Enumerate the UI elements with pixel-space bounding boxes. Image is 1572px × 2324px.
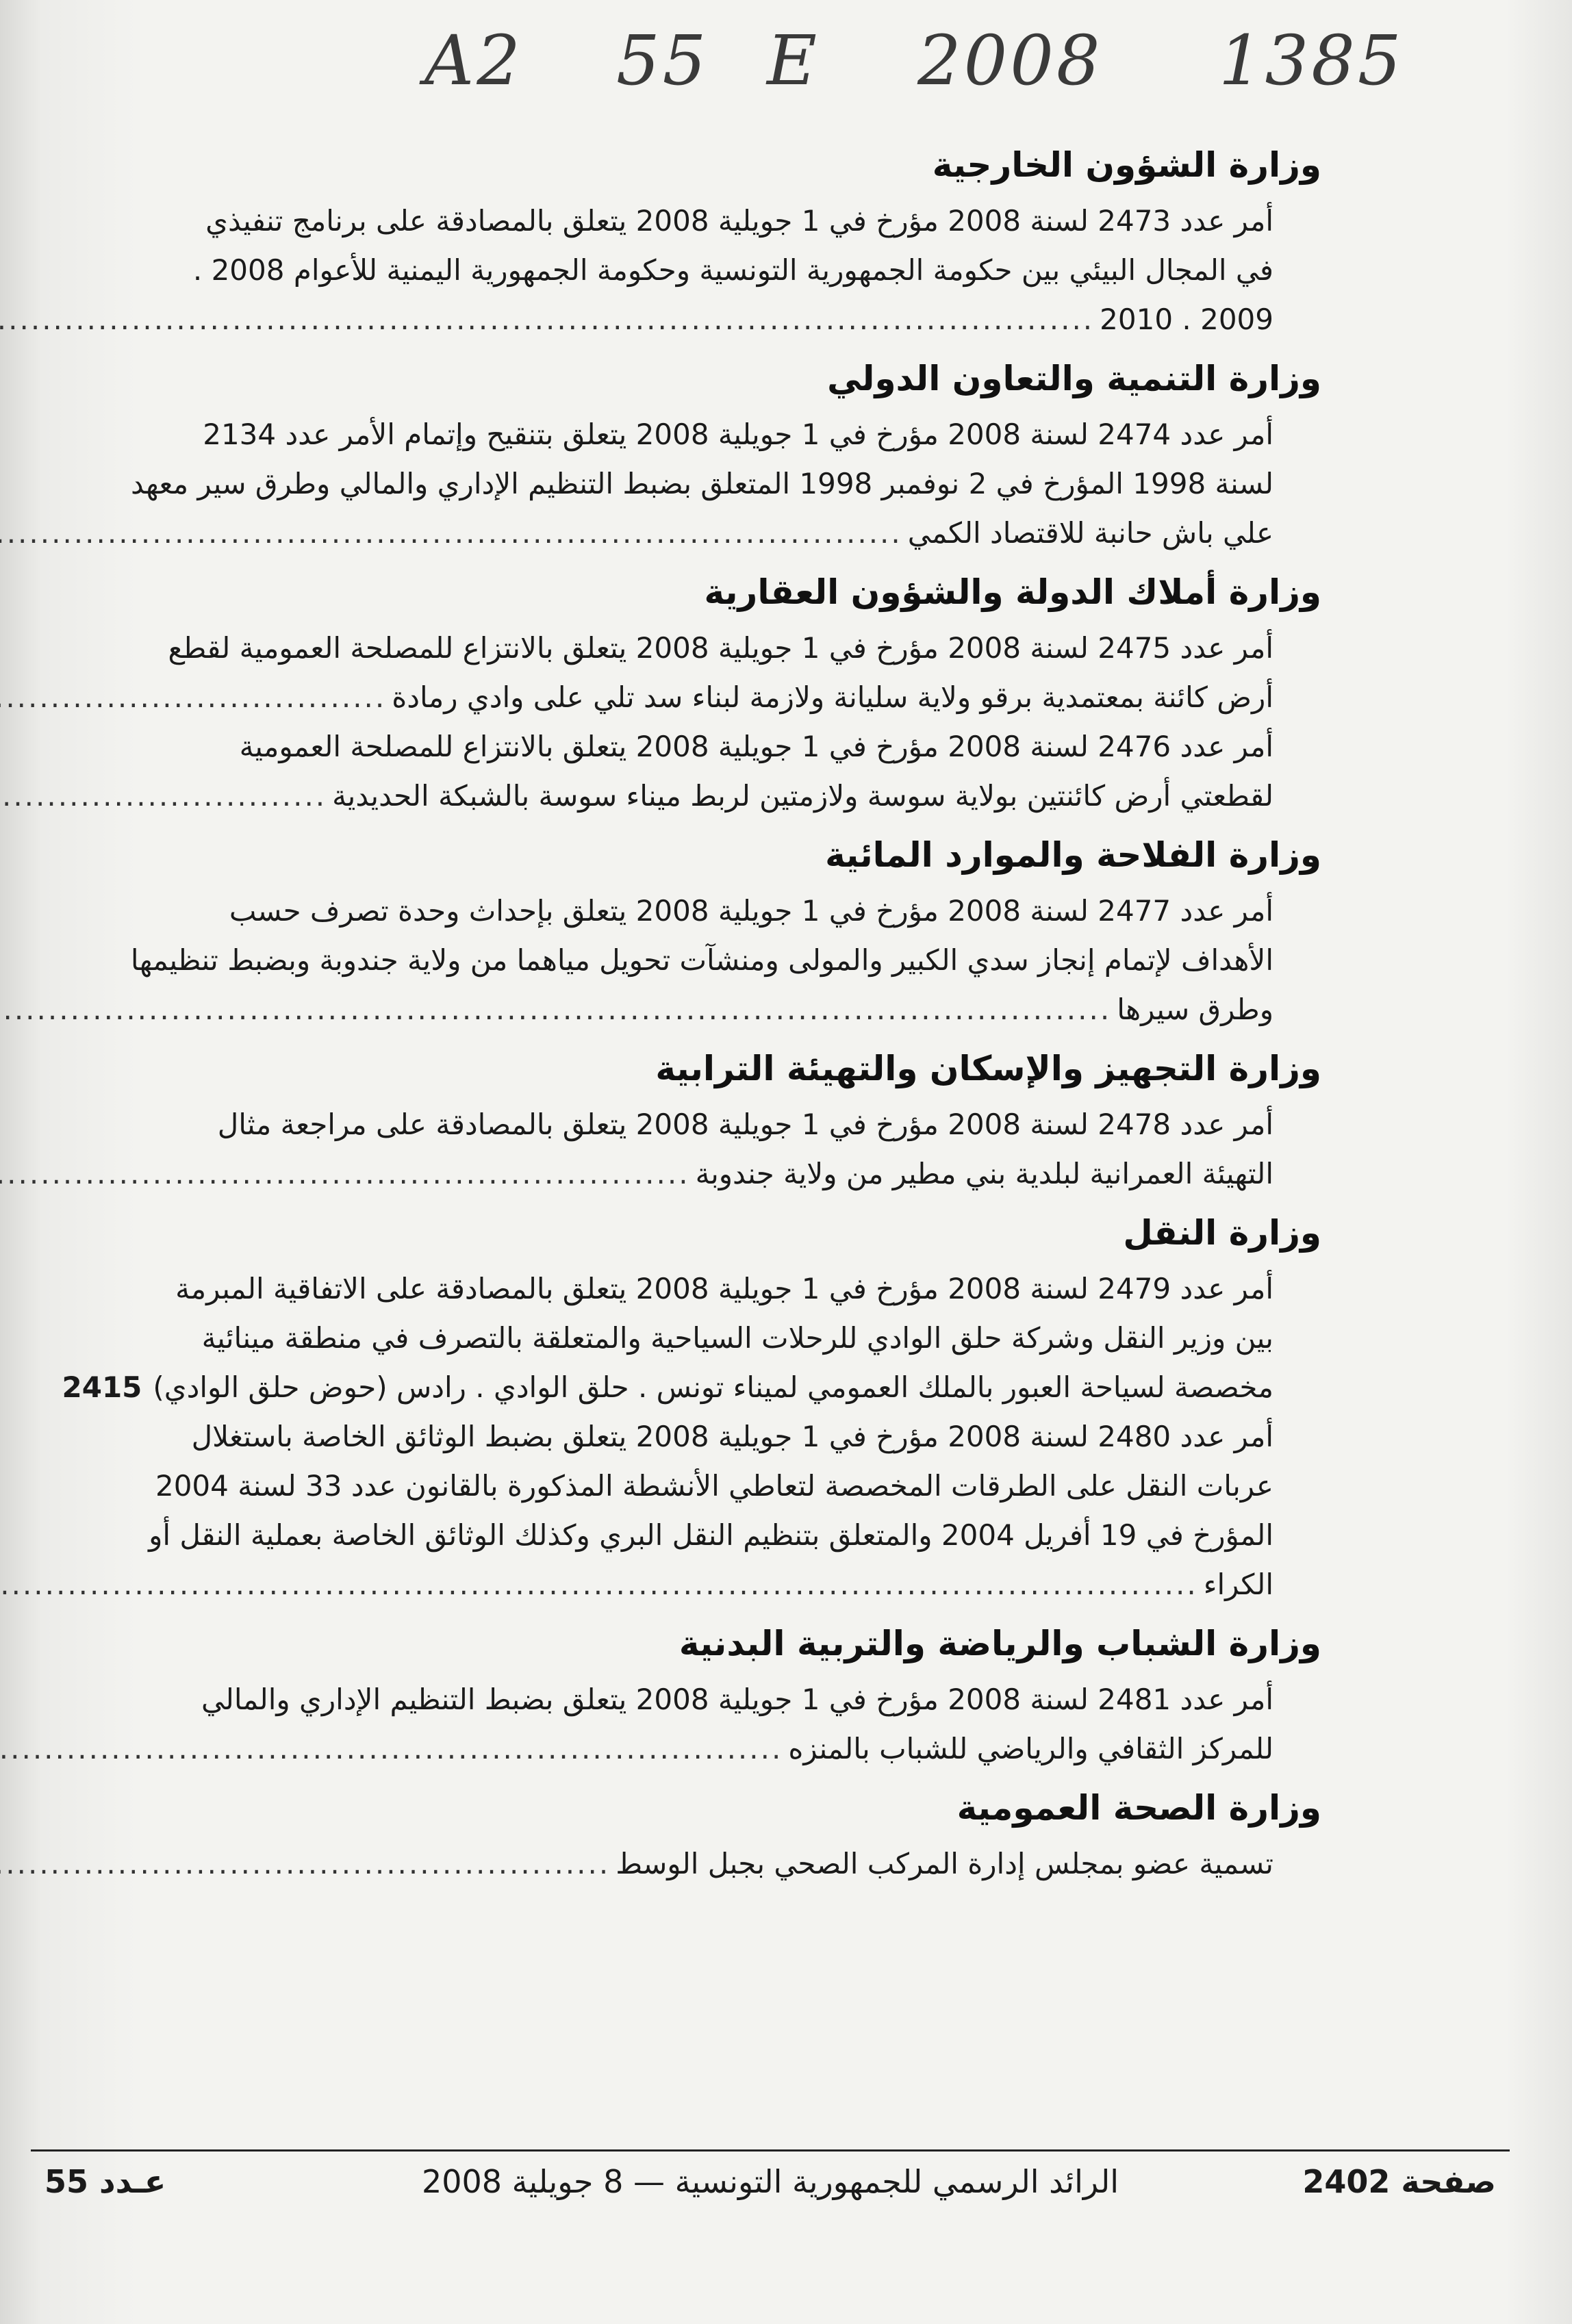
decree-text-line: لقطعتي أرض كائنتين بولاية سوسة ولازمتين لربط ميناء سوسة بالشبكة الحديدية [332,779,1273,813]
ministry-heading: وزارة الشباب والرياضة والتربية البدنية [679,1624,1321,1663]
decree-text-line: مخصصة لسياحة العبور بالملك العمومي لميناء تونس . حلق الوادي . رادس (حوض حلق الوادي) [153,1370,1273,1404]
decree-entry [171,1839,1321,1889]
ministry-heading: وزارة التنمية والتعاون الدولي [827,359,1321,398]
decree-last-line [171,985,1273,1034]
decree-text-line: الكراء [1203,1568,1273,1601]
decree-text-line: أمر عدد 2477 لسنة 2008 مؤرخ في 1 جويلية 2008 يتعلق بإحداث وحدة تصرف حسب [229,894,1273,928]
page-reference: 2415 [62,1370,142,1404]
ministry-heading: وزارة الفلاحة والموارد المائية [825,835,1321,875]
dot-leader [0,673,386,722]
decree-last-line [171,295,1273,344]
decree-entry [168,624,1321,722]
decree-text-line: أمر عدد 2479 لسنة 2008 مؤرخ في 1 جويلية 2008 يتعلق بالمصادقة على الاتفاقية المبرمة [175,1272,1273,1305]
decree-text-line: أمر عدد 2476 لسنة 2008 مؤرخ في 1 جويلية 2008 يتعلق بالانتزاع للمصلحة العمومية [239,730,1273,763]
decree-entry [171,1675,1321,1774]
table-of-contents [62,133,1321,1891]
decree-text-line: التهيئة العمرانية لبلدية بني مطير من ولاية جندوبة [695,1157,1273,1190]
decree-last-line [171,1724,1273,1774]
decree-text-line: بين وزير النقل وشركة حلق الوادي للرحلات السياحية والمتعلقة بالتصرف في منطقة مينائية [201,1321,1273,1355]
decree-entry [62,1264,1321,1412]
dot-leader [0,295,1094,344]
decree-entry [130,886,1321,1034]
decree-text-line: عربات النقل على الطرقات المخصصة لتعاطي الأنشطة المذكورة بالقانون عدد 33 لسنة 2004 [155,1469,1273,1503]
decree-text-line: 2009 . 2010 [1100,303,1273,336]
handwritten-note-part: 55 [616,21,709,101]
decree-last-line [171,1839,1273,1889]
ministry-section [130,347,1321,558]
page-number-label: صفحة 2402 [1302,2163,1496,2200]
ministry-heading: وزارة الصحة العمومية [956,1788,1321,1828]
decree-text-line: أمر عدد 2474 لسنة 2008 مؤرخ في 1 جويلية 2008 يتعلق بتنقيح وإتمام الأمر عدد 2134 [203,418,1273,451]
ministry-section [171,1776,1321,1889]
handwritten-note-part: E [767,21,820,101]
dot-leader [0,1149,690,1199]
decree-text-line: للمركز الثقافي والرياضي للشباب بالمنزه [788,1732,1273,1765]
decree-entry [171,196,1321,344]
decree-text-line: أمر عدد 2480 لسنة 2008 مؤرخ في 1 جويلية 2008 يتعلق بضبط الوثائق الخاصة باستغلال [191,1420,1273,1453]
ministry-section [62,1201,1321,1609]
decree-last-line [171,509,1273,558]
ministry-section [168,561,1321,821]
dot-leader [0,771,327,821]
handwritten-note-part: 2008 [917,21,1103,101]
ministry-section [171,133,1321,344]
dot-leader [0,509,902,558]
dot-leader [0,985,1111,1034]
ministry-heading: وزارة النقل [1123,1213,1321,1253]
decree-last-line [62,1363,1273,1412]
decree-text-line: أمر عدد 2481 لسنة 2008 مؤرخ في 1 جويلية 2008 يتعلق بضبط التنظيم الإداري والمالي [201,1683,1273,1716]
issue-number-label: عـدد 55 [45,2163,166,2200]
decree-text-line: علي باش حانبة للاقتصاد الكمي [907,516,1273,550]
handwritten-note [383,14,1404,116]
decree-text-line: الأهداف لإتمام إنجاز سدي الكبير والمولى ومنشآت تحويل مياهما من ولاية جندوبة وبضبط تنظيمها [130,943,1273,977]
ministry-heading: وزارة التجهيز والإسكان والتهيئة الترابية [655,1049,1321,1088]
dot-leader [0,1839,610,1889]
decree-entry [171,1100,1321,1199]
decree-entry [171,722,1321,821]
ministry-section [171,1037,1321,1199]
decree-text-line: أمر عدد 2473 لسنة 2008 مؤرخ في 1 جويلية 2008 يتعلق بالمصادقة على برنامج تنفيذي [205,204,1273,238]
decree-text-line: تسمية عضو بمجلس إدارة المركب الصحي بجبل الوسط [616,1847,1273,1880]
decree-entry [149,1412,1321,1609]
decree-last-line [171,673,1273,722]
decree-last-line [171,771,1273,821]
ministry-heading: وزارة الشؤون الخارجية [932,145,1321,185]
journal-title: الرائد الرسمي للجمهورية التونسية — 8 جويلية 2008 [421,2163,1119,2200]
dot-leader [0,1724,783,1774]
dot-leader [0,1560,1198,1609]
handwritten-note-part: 1385 [1219,21,1404,101]
decree-text-line: أرض كائنة بمعتمدية برقو ولاية سليانة ولازمة لبناء سد تلي على وادي رمادة [392,680,1273,714]
handwritten-note-part: A2 [424,21,523,101]
decree-text-line: وطرق سيرها [1117,993,1273,1026]
page-footer [31,2163,1510,2218]
decree-text-line: أمر عدد 2478 لسنة 2008 مؤرخ في 1 جويلية 2008 يتعلق بالمصادقة على مراجعة مثال [217,1108,1273,1141]
footer-divider [31,2149,1510,2151]
ministry-section [171,1612,1321,1774]
ministry-heading: وزارة أملاك الدولة والشؤون العقارية [704,572,1321,612]
decree-text-line: لسنة 1998 المؤرخ في 2 نوفمبر 1998 المتعلق بضبط التنظيم الإداري والمالي وطرق سير معهد [130,467,1273,500]
decree-last-line [171,1149,1273,1199]
decree-text-line: المؤرخ في 19 أفريل 2004 والمتعلق بتنظيم النقل البري وكذلك الوثائق الخاصة بعملية النقل أو [149,1518,1273,1552]
decree-entry [130,410,1321,558]
decree-text-line: في المجال البيئي بين حكومة الجمهورية التونسية وحكومة الجمهورية اليمنية للأعوام 2008 . [192,253,1273,287]
decree-last-line [171,1560,1273,1609]
ministry-section [130,823,1321,1034]
decree-text-line: أمر عدد 2475 لسنة 2008 مؤرخ في 1 جويلية 2008 يتعلق بالانتزاع للمصلحة العمومية لقطع [168,631,1273,665]
